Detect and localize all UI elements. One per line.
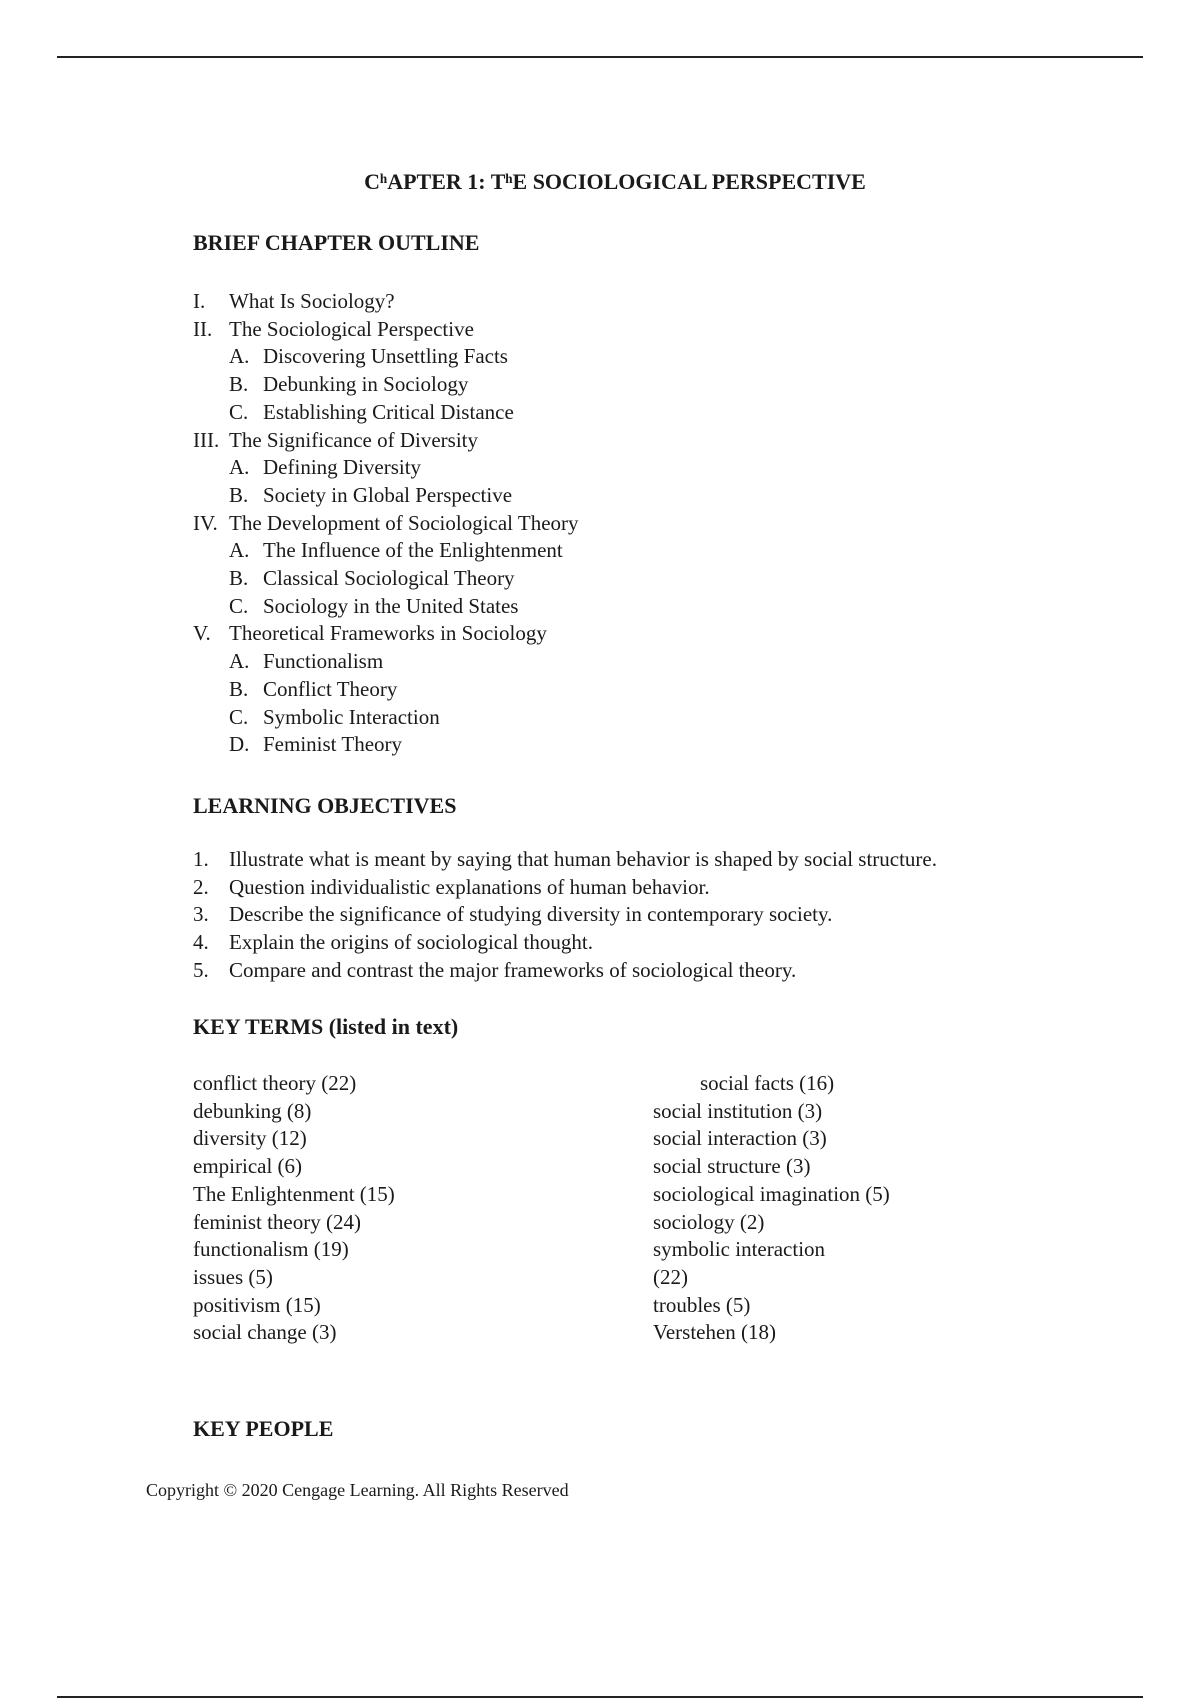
- key-term: conflict theory (22): [193, 1071, 357, 1095]
- key-term: empirical (6): [193, 1154, 303, 1179]
- objective-item: 5. Compare and contrast the major frameworks of sociological theory.: [193, 957, 797, 982]
- outline-subitem: C. Sociology in the United States: [229, 593, 519, 618]
- learning-objectives: [193, 846, 937, 985]
- objective-item: 1. Illustrate what is meant by saying that human behavior is shaped by social structure.: [193, 847, 937, 871]
- outline-subitem: A. Defining Diversity: [229, 455, 422, 480]
- chapter-outline: [193, 288, 579, 759]
- outline-subitem: A. Discovering Unsettling Facts: [229, 344, 508, 369]
- outline-subitem: A. The Influence of the Enlightenment: [229, 538, 563, 563]
- bottom-rule: [57, 1696, 1143, 1698]
- key-terms-left-column: [193, 1070, 613, 1347]
- key-term: diversity (12): [193, 1126, 307, 1151]
- outline-subitem: A. Functionalism: [229, 649, 384, 674]
- key-term: The Enlightenment (15): [193, 1181, 395, 1206]
- copyright-footer: Copyright © 2020 Cengage Learning. All Rights Reserved: [146, 1480, 569, 1500]
- key-term: social structure (3): [653, 1154, 811, 1179]
- objective-item: 2. Question individualistic explanations of human behavior.: [193, 874, 710, 899]
- key-term: functionalism (19): [193, 1237, 349, 1262]
- outline-subitem: C. Symbolic Interaction: [229, 704, 440, 729]
- key-terms-heading: KEY TERMS (listed in text): [193, 1014, 459, 1039]
- objective-item: 4. Explain the origins of sociological thought.: [193, 930, 593, 955]
- key-term: sociology (2): [653, 1209, 765, 1234]
- key-terms-right-column: [653, 1070, 973, 1347]
- outline-subitem: D. Feminist Theory: [229, 732, 403, 757]
- key-term: sociological imagination (5): [653, 1181, 890, 1206]
- key-term: issues (5): [193, 1264, 273, 1289]
- outline-subitem: B. Debunking in Sociology: [229, 372, 469, 397]
- objectives-heading: LEARNING OBJECTIVES: [193, 793, 457, 818]
- outline-item: III. The Significance of Diversity: [193, 427, 479, 452]
- outline-subitem: B. Society in Global Perspective: [229, 482, 513, 507]
- outline-subitem: C. Establishing Critical Distance: [229, 399, 514, 424]
- key-term: social facts (16): [700, 1071, 835, 1095]
- outline-item: I. What Is Sociology?: [193, 289, 395, 313]
- outline-item: IV. The Development of Sociological Theory: [193, 510, 579, 535]
- key-term: troubles (5): [653, 1292, 751, 1317]
- outline-item: II. The Sociological Perspective: [193, 316, 474, 341]
- key-term: symbolic interaction: [653, 1237, 826, 1262]
- key-people-heading: KEY PEOPLE: [193, 1416, 334, 1441]
- key-term: debunking (8): [193, 1098, 312, 1123]
- outline-subitem: B. Conflict Theory: [229, 676, 398, 701]
- top-rule: [57, 56, 1143, 58]
- key-term-continuation: (22): [653, 1264, 688, 1289]
- key-term: positivism (15): [193, 1292, 321, 1317]
- outline-heading: BRIEF CHAPTER OUTLINE: [193, 230, 480, 255]
- objective-item: 3. Describe the significance of studying diversity in contemporary society.: [193, 902, 833, 927]
- outline-subitem: B. Classical Sociological Theory: [229, 566, 515, 591]
- key-term: social institution (3): [653, 1098, 823, 1123]
- key-term: Verstehen (18): [653, 1320, 777, 1345]
- chapter-title: CʰAPTER 1: TʰE SOCIOLOGICAL PERSPECTIVE: [364, 169, 866, 194]
- key-term: social change (3): [193, 1320, 337, 1345]
- outline-item: V. Theoretical Frameworks in Sociology: [193, 621, 547, 646]
- key-term: social interaction (3): [653, 1126, 827, 1151]
- key-term: feminist theory (24): [193, 1209, 361, 1234]
